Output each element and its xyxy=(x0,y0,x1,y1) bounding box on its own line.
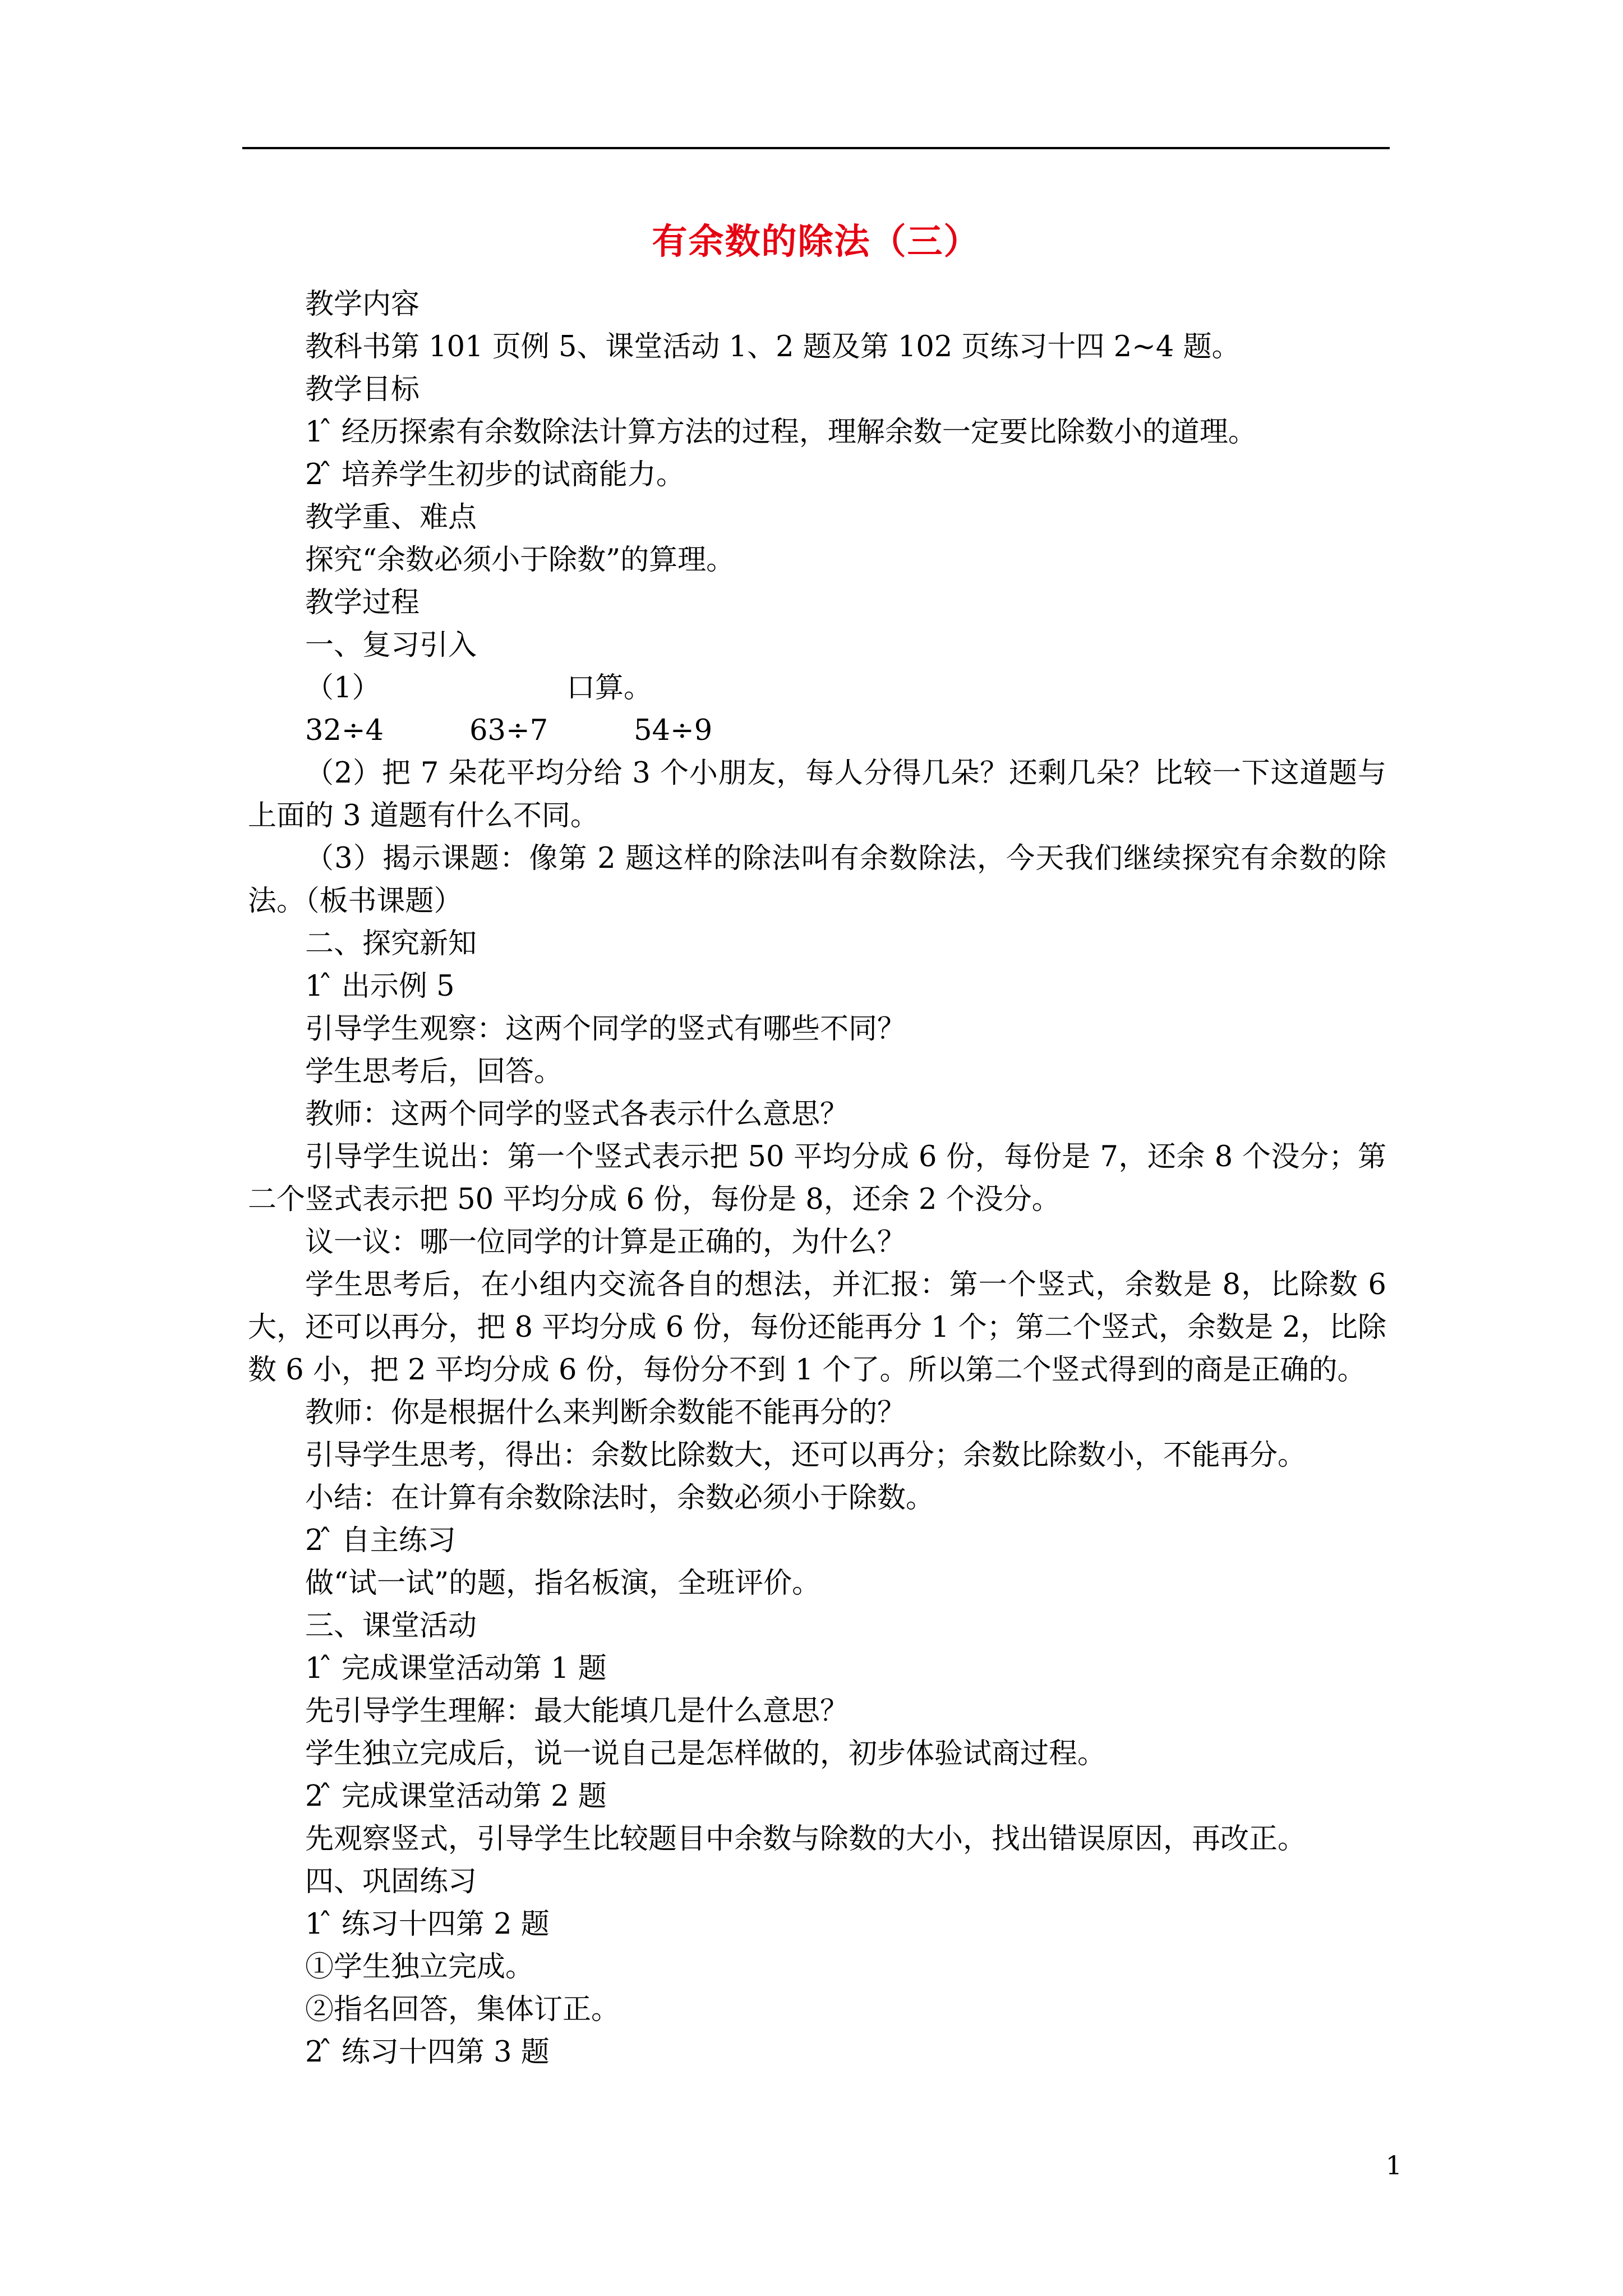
document-body xyxy=(248,283,1396,2074)
section-heading-goals: 教学目标 xyxy=(305,373,420,406)
paragraph-activity-independent: 学生独立完成后，说一说自己是怎样做的，初步体验试商过程。 xyxy=(305,1737,1106,1770)
paragraph-discuss: 议一议：哪一位同学的计算是正确的，为什么？ xyxy=(305,1226,906,1259)
paragraph-try-it: 做“试一试”的题，指名板演，全班评价。 xyxy=(305,1567,821,1600)
practice-item-2: 2 ̂ 练习十四第 3 题 xyxy=(305,2036,550,2069)
paragraph-summary: 小结：在计算有余数除法时，余数必须小于除数。 xyxy=(305,1481,935,1515)
paragraph-key-points: 探究“余数必须小于除数”的算理。 xyxy=(305,544,735,577)
step-heading-practice: 四、巩固练习 xyxy=(305,1865,477,1898)
goal-item-1: 1 ̂ 经历探索有余数除法计算方法的过程，理解余数一定要比除数小的道理。 xyxy=(305,416,1257,449)
paragraph-content-detail: 教科书第 101 页例 5、课堂活动 1、2 题及第 102 页练习十四 2~4 题。 xyxy=(305,330,1241,364)
document-title: 有余数的除法（三） xyxy=(652,220,980,262)
review-item-2: （2）把 7 朵花平均分给 3 个小朋友，每人分得几朵？还剩几朵？比较一下这道题与上面的 3 道题有什么不同。 xyxy=(248,757,1386,832)
activity-item-2: 2 ̂ 完成课堂活动第 2 题 xyxy=(305,1780,607,1813)
paragraph-answer: 学生思考后，回答。 xyxy=(305,1055,563,1088)
paragraph-teacher-question-1: 教师：这两个同学的竖式各表示什么意思？ xyxy=(305,1098,849,1131)
page-number: 1 xyxy=(1385,2150,1402,2180)
paragraph-guide-explain: 引导学生说出：第一个竖式表示把 50 平均分成 6 份，每份是 7，还余 8 个没分；第二个竖式表示把 50 平均分成 6 份，每份是 8，还余 2 个没分。 xyxy=(248,1140,1386,1216)
section-heading-content: 教学内容 xyxy=(305,288,420,321)
explore-item-1: 1 ̂ 出示例 5 xyxy=(305,970,455,1003)
paragraph-activity-guide: 先引导学生理解：最大能填几是什么意思？ xyxy=(305,1695,849,1728)
review-expressions: 32÷4 63÷7 54÷9 xyxy=(305,714,713,747)
review-item-1: （1） 口算。 xyxy=(305,671,652,705)
activity-item-1: 1 ̂ 完成课堂活动第 1 题 xyxy=(305,1652,607,1685)
step-heading-activity: 三、课堂活动 xyxy=(305,1609,477,1642)
review-item-3: （3）揭示课题：像第 2 题这样的除法叫有余数除法，今天我们继续探究有余数的除法。（板书课题） xyxy=(248,842,1386,918)
practice-subitem-1: ①学生独立完成。 xyxy=(305,1950,534,1984)
paragraph-conclusion: 引导学生思考，得出：余数比除数大，还可以再分；余数比除数小，不能再分。 xyxy=(305,1439,1307,1472)
practice-item-1: 1 ̂ 练习十四第 2 题 xyxy=(305,1908,550,1941)
step-heading-review: 一、复习引入 xyxy=(305,629,477,662)
goal-item-2: 2 ̂ 培养学生初步的试商能力。 xyxy=(305,458,685,491)
paragraph-activity-observe: 先观察竖式，引导学生比较题目中余数与除数的大小，找出错误原因，再改正。 xyxy=(305,1823,1307,1856)
section-heading-process: 教学过程 xyxy=(305,586,420,619)
practice-subitem-2: ②指名回答，集体订正。 xyxy=(305,1993,620,2026)
paragraph-teacher-question-2: 教师：你是根据什么来判断余数能不能再分的？ xyxy=(305,1396,906,1429)
step-heading-explore: 二、探究新知 xyxy=(305,927,477,960)
paragraph-observe: 引导学生观察：这两个同学的竖式有哪些不同？ xyxy=(305,1013,906,1046)
header-rule xyxy=(242,147,1390,149)
section-heading-key-points: 教学重、难点 xyxy=(305,501,477,534)
paragraph-student-report: 学生思考后，在小组内交流各自的想法，并汇报：第一个竖式，余数是 8，比除数 6 大，还可以再分，把 8 平均分成 6 份，每份还能再分 1 个；第二个竖式，余数是 2，比除数 6 小，把 2 平均分成 6 份，每份分不到 1 个了。所以第二个竖式得到的商是正确的。 xyxy=(248,1268,1396,1387)
explore-item-2: 2 ̂ 自主练习 xyxy=(305,1524,456,1557)
